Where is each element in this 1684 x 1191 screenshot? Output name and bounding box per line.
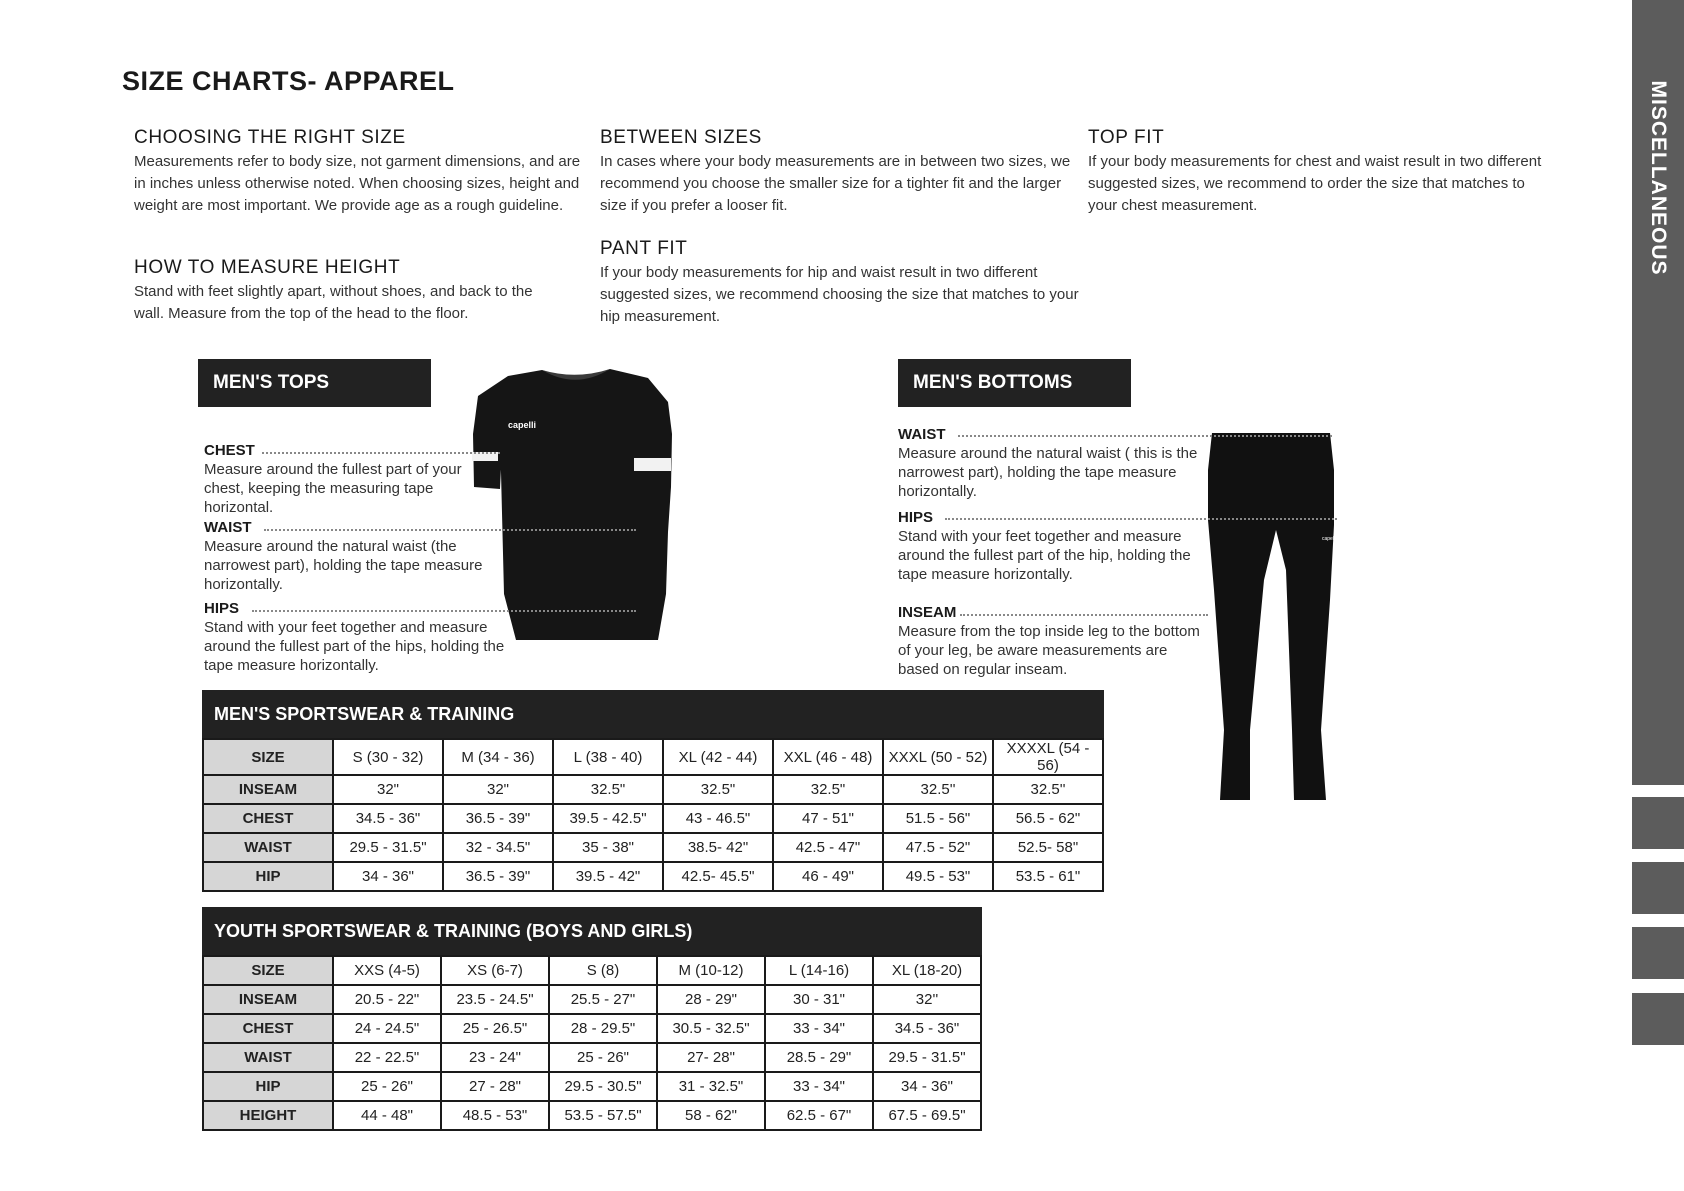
- table-cell: XXXXL (54 - 56): [993, 739, 1103, 775]
- table-cell: 32.5'': [993, 775, 1103, 804]
- row-header: INSEAM: [203, 775, 333, 804]
- table-cell: 29.5 - 31.5": [333, 833, 443, 862]
- mens-size-table: [202, 690, 1104, 892]
- table-cell: 48.5 - 53": [441, 1101, 549, 1130]
- table-cell: 32'': [873, 985, 981, 1014]
- table-cell: 34.5 - 36": [873, 1014, 981, 1043]
- row-header: HEIGHT: [203, 1101, 333, 1130]
- table-cell: 30 - 31": [765, 985, 873, 1014]
- table-cell: M (34 - 36): [443, 739, 553, 775]
- table-row: [203, 985, 981, 1014]
- table-cell: 34 - 36": [333, 862, 443, 891]
- shirt-brand-text: capelli: [508, 420, 537, 430]
- row-header: CHEST: [203, 1014, 333, 1043]
- table-cell: 25 - 26.5": [441, 1014, 549, 1043]
- table-row: [203, 862, 1103, 891]
- between-sizes-section: [600, 127, 1080, 217]
- tops-chest-label: CHEST: [204, 442, 255, 459]
- table-cell: 32 - 34.5": [443, 833, 553, 862]
- pant-fit-title: PANT FIT: [600, 238, 688, 259]
- bottoms-waist-label: WAIST: [898, 426, 946, 443]
- table-cell: 52.5- 58": [993, 833, 1103, 862]
- table-cell: 27- 28": [657, 1043, 765, 1072]
- table-cell: 28.5 - 29": [765, 1043, 873, 1072]
- bottoms-hips-label: HIPS: [898, 509, 934, 526]
- side-tab-block[interactable]: [1632, 862, 1684, 914]
- row-header: SIZE: [203, 956, 333, 985]
- row-header: WAIST: [203, 833, 333, 862]
- row-header: SIZE: [203, 739, 333, 775]
- between-sizes-text: In cases where your body measurements are in between two sizes, we recommend you choose the smaller size for a tighter fit and the larger size if you prefer a looser fit.: [600, 153, 1071, 214]
- row-header: INSEAM: [203, 985, 333, 1014]
- table-cell: 39.5 - 42.5": [553, 804, 663, 833]
- table-cell: 42.5 - 47": [773, 833, 883, 862]
- tops-waist-label: WAIST: [204, 519, 252, 536]
- choosing-size-title: CHOOSING THE RIGHT SIZE: [134, 127, 406, 148]
- bottoms-inseam-dotted-line: [960, 614, 1208, 616]
- table-cell: 47.5 - 52": [883, 833, 993, 862]
- table-row: [203, 1072, 981, 1101]
- pant-brand-text: capelli: [1322, 536, 1337, 542]
- table-row: [203, 1014, 981, 1043]
- table-cell: XL (42 - 44): [663, 739, 773, 775]
- table-cell: 28 - 29.5": [549, 1014, 657, 1043]
- table-row: [203, 739, 1103, 775]
- table-cell: 56.5 - 62": [993, 804, 1103, 833]
- bottoms-hips-dotted-line: [945, 518, 1337, 520]
- table-cell: 53.5 - 57.5": [549, 1101, 657, 1130]
- bottoms-inseam-label: INSEAM: [898, 604, 957, 621]
- table-cell: 20.5 - 22": [333, 985, 441, 1014]
- table-cell: XL (18-20): [873, 956, 981, 985]
- table-cell: L (38 - 40): [553, 739, 663, 775]
- table-cell: 67.5 - 69.5": [873, 1101, 981, 1130]
- table-cell: 34 - 36": [873, 1072, 981, 1101]
- table-cell: 43 - 46.5": [663, 804, 773, 833]
- tops-hips-dotted-line: [252, 610, 636, 612]
- bottoms-waist-text: Measure around the natural waist ( this is the narrowest part), holding the tape measure horizontally.: [898, 445, 1198, 500]
- table-cell: 39.5 - 42": [553, 862, 663, 891]
- table-cell: 49.5 - 53": [883, 862, 993, 891]
- table-cell: 28 - 29": [657, 985, 765, 1014]
- table-cell: XXS (4-5): [333, 956, 441, 985]
- table-cell: 31 - 32.5": [657, 1072, 765, 1101]
- top-fit-section: [1088, 127, 1558, 217]
- pants-icon: [1206, 430, 1346, 805]
- table-cell: 35 - 38": [553, 833, 663, 862]
- mens-table-title: MEN'S SPORTSWEAR & TRAINING: [202, 690, 1104, 738]
- table-cell: 30.5 - 32.5": [657, 1014, 765, 1043]
- table-cell: 51.5 - 56": [883, 804, 993, 833]
- tops-chest-dotted-line: [262, 452, 500, 454]
- tops-hips-label: HIPS: [204, 600, 240, 617]
- table-cell: XXL (46 - 48): [773, 739, 883, 775]
- table-cell: 25.5 - 27": [549, 985, 657, 1014]
- bottoms-inseam-text: Measure from the top inside leg to the bottom of your leg, be aware measurements are based on regular inseam.: [898, 623, 1200, 678]
- mens-tops-label: MEN'S TOPS: [198, 359, 431, 407]
- side-tab-block[interactable]: [1632, 993, 1684, 1045]
- table-row: [203, 833, 1103, 862]
- table-cell: 47 - 51": [773, 804, 883, 833]
- table-cell: L (14-16): [765, 956, 873, 985]
- top-fit-title: TOP FIT: [1088, 127, 1165, 148]
- table-cell: 36.5 - 39": [443, 862, 553, 891]
- table-cell: 33 - 34": [765, 1072, 873, 1101]
- table-cell: S (8): [549, 956, 657, 985]
- page-title: SIZE CHARTS- APPAREL: [122, 66, 455, 96]
- table-row: [203, 1101, 981, 1130]
- pant-fit-text: If your body measurements for hip and waist result in two different suggested sizes, we recommend choosing the size that matches to your hip measurement.: [600, 264, 1079, 325]
- measure-height-text: Stand with feet slightly apart, without shoes, and back to the wall. Measure from the top of the head to the floor.: [134, 283, 533, 322]
- table-row: [203, 956, 981, 985]
- pant-fit-section: [600, 238, 1080, 328]
- table-cell: 32": [443, 775, 553, 804]
- youth-table-title: YOUTH SPORTSWEAR & TRAINING (BOYS AND GIRLS): [202, 907, 982, 955]
- top-fit-text: If your body measurements for chest and waist result in two different suggested sizes, we recommend to order the size that matches to your chest measurement.: [1088, 153, 1542, 214]
- side-tab-block[interactable]: [1632, 927, 1684, 979]
- table-cell: 32.5": [773, 775, 883, 804]
- table-cell: S (30 - 32): [333, 739, 443, 775]
- choosing-size-section: [134, 127, 584, 217]
- side-tab-label: MISCELLANEOUS: [1647, 80, 1670, 276]
- bottoms-waist-dotted-line: [958, 435, 1332, 437]
- table-cell: 23.5 - 24.5": [441, 985, 549, 1014]
- table-cell: 22 - 22.5": [333, 1043, 441, 1072]
- table-cell: 33 - 34": [765, 1014, 873, 1043]
- choosing-size-text: Measurements refer to body size, not garment dimensions, and are in inches unless otherwise noted. When choosing sizes, height and weight are most important. We provide age as a rough guideline.: [134, 153, 581, 214]
- table-cell: XS (6-7): [441, 956, 549, 985]
- table-cell: 46 - 49": [773, 862, 883, 891]
- table-cell: 25 - 26": [333, 1072, 441, 1101]
- row-header: WAIST: [203, 1043, 333, 1072]
- table-cell: 23 - 24": [441, 1043, 549, 1072]
- row-header: CHEST: [203, 804, 333, 833]
- table-cell: 32": [333, 775, 443, 804]
- table-cell: M (10-12): [657, 956, 765, 985]
- table-cell: 27 - 28": [441, 1072, 549, 1101]
- tops-waist-dotted-line: [264, 529, 636, 531]
- measure-height-section: [134, 257, 564, 325]
- mens-bottoms-label: MEN'S BOTTOMS: [898, 359, 1131, 407]
- row-header: HIP: [203, 862, 333, 891]
- table-cell: 32.5": [553, 775, 663, 804]
- table-cell: 24 - 24.5": [333, 1014, 441, 1043]
- table-cell: XXXL (50 - 52): [883, 739, 993, 775]
- side-tab-block[interactable]: [1632, 797, 1684, 849]
- table-cell: 53.5 - 61": [993, 862, 1103, 891]
- table-cell: 29.5 - 30.5": [549, 1072, 657, 1101]
- table-row: [203, 804, 1103, 833]
- table-cell: 42.5- 45.5": [663, 862, 773, 891]
- table-cell: 25 - 26": [549, 1043, 657, 1072]
- table-cell: 34.5 - 36": [333, 804, 443, 833]
- measure-height-title: HOW TO MEASURE HEIGHT: [134, 257, 401, 278]
- tops-chest-text: Measure around the fullest part of your chest, keeping the measuring tape horizontal.: [204, 461, 462, 516]
- table-cell: 58 - 62": [657, 1101, 765, 1130]
- table-cell: 62.5 - 67": [765, 1101, 873, 1130]
- table-cell: 32.5": [663, 775, 773, 804]
- tops-hips-text: Stand with your feet together and measure around the fullest part of the hips, holding the tape measure horizontally.: [204, 619, 505, 674]
- table-cell: 44 - 48": [333, 1101, 441, 1130]
- row-header: HIP: [203, 1072, 333, 1101]
- bottoms-hips-text: Stand with your feet together and measure around the fullest part of the hip, holding the tape measure horizontally.: [898, 528, 1191, 583]
- table-cell: 36.5 - 39": [443, 804, 553, 833]
- table-cell: 29.5 - 31.5": [873, 1043, 981, 1072]
- table-row: [203, 1043, 981, 1072]
- youth-size-table: [202, 907, 982, 1131]
- tops-waist-text: Measure around the natural waist (the narrowest part), holding the tape measure horizontally.: [204, 538, 483, 593]
- between-sizes-title: BETWEEN SIZES: [600, 127, 762, 148]
- table-cell: 32.5'': [883, 775, 993, 804]
- table-row: [203, 775, 1103, 804]
- table-cell: 38.5- 42": [663, 833, 773, 862]
